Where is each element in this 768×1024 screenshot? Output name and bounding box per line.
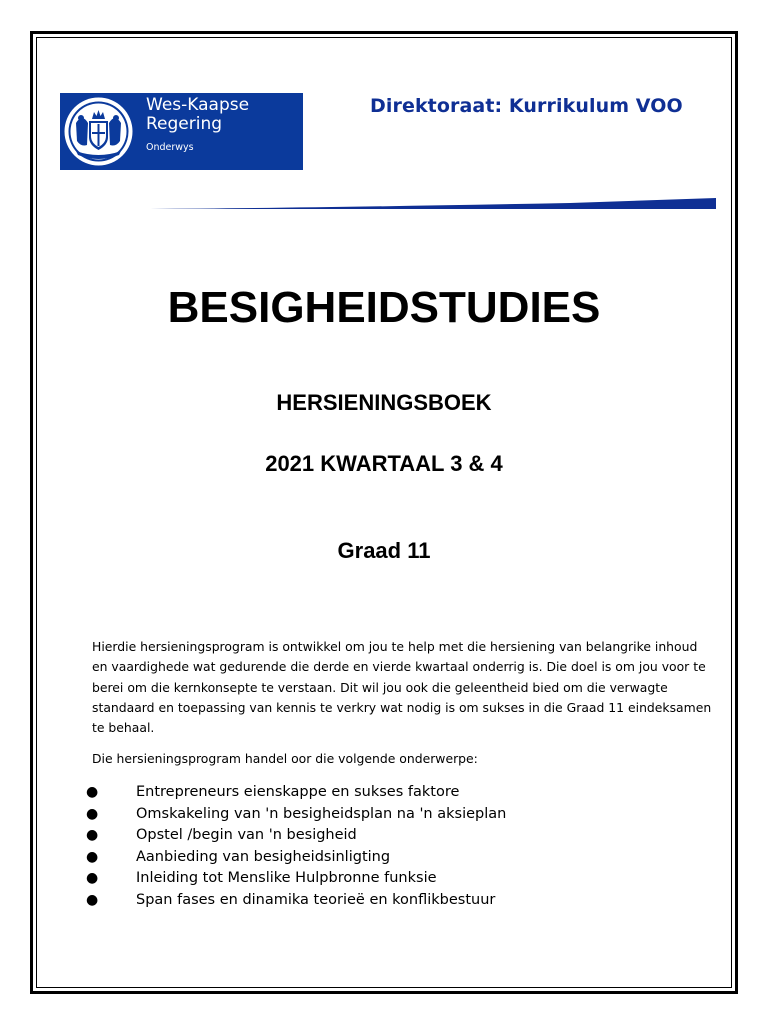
document-subtitle: HERSIENINGSBOEK <box>276 390 492 415</box>
topic-text: Span fases en dinamika teorieë en konflikbestuur <box>136 891 496 908</box>
topic-text: Inleiding tot Menslike Hulpbronne funksie <box>136 870 437 886</box>
intro-paragraph: Hierdie hersieningsprogram is ontwikkel om jou te help met die hersiening van belangrike inhoud en vaardighede wat gedurende die derde en vierde kwartaal onderrig is. Die doel is om jou voor te berei om die kernkonsepte te verstaan. Dit wil jou ook die geleentheid bied om die verwagte standaard en toepassing van kennis te verkry wat nodig is om sukses in die Graad 11 eindeksamen te behaal. <box>92 639 712 736</box>
topic-text: Entrepreneurs eienskappe en sukses faktore <box>136 784 460 800</box>
bullet-icon: ● <box>86 827 99 843</box>
topics-intro: Die hersieningsprogram handel oor die volgende onderwerpe: <box>92 751 478 766</box>
header-divider-swoosh <box>150 197 716 212</box>
topic-text: Aanbieding van besigheidsinligting <box>136 848 391 865</box>
wcg-logo <box>60 93 303 170</box>
bullet-icon: ● <box>86 848 99 865</box>
logo-line-1: Wes-Kaapse <box>146 95 250 115</box>
bullet-icon: ● <box>86 784 99 800</box>
document-grade: Graad 11 <box>337 538 431 563</box>
logo-line-3: Onderwys <box>146 142 194 153</box>
logo-text <box>146 96 249 153</box>
document-term: 2021 KWARTAAL 3 & 4 <box>265 451 503 476</box>
bullet-icon: ● <box>86 805 99 822</box>
logo-line-2: Regering <box>146 114 223 134</box>
document-title: BESIGHEIDSTUDIES <box>167 283 601 332</box>
coat-of-arms-icon <box>62 95 135 168</box>
topic-text: Omskakeling van 'n besigheidsplan na 'n aksieplan <box>136 805 507 822</box>
bullet-icon: ● <box>86 870 99 886</box>
directorate-heading: Direktoraat: Kurrikulum VOO <box>370 95 683 117</box>
bullet-icon: ● <box>86 891 99 908</box>
topic-text: Opstel /begin van 'n besigheid <box>136 827 357 843</box>
